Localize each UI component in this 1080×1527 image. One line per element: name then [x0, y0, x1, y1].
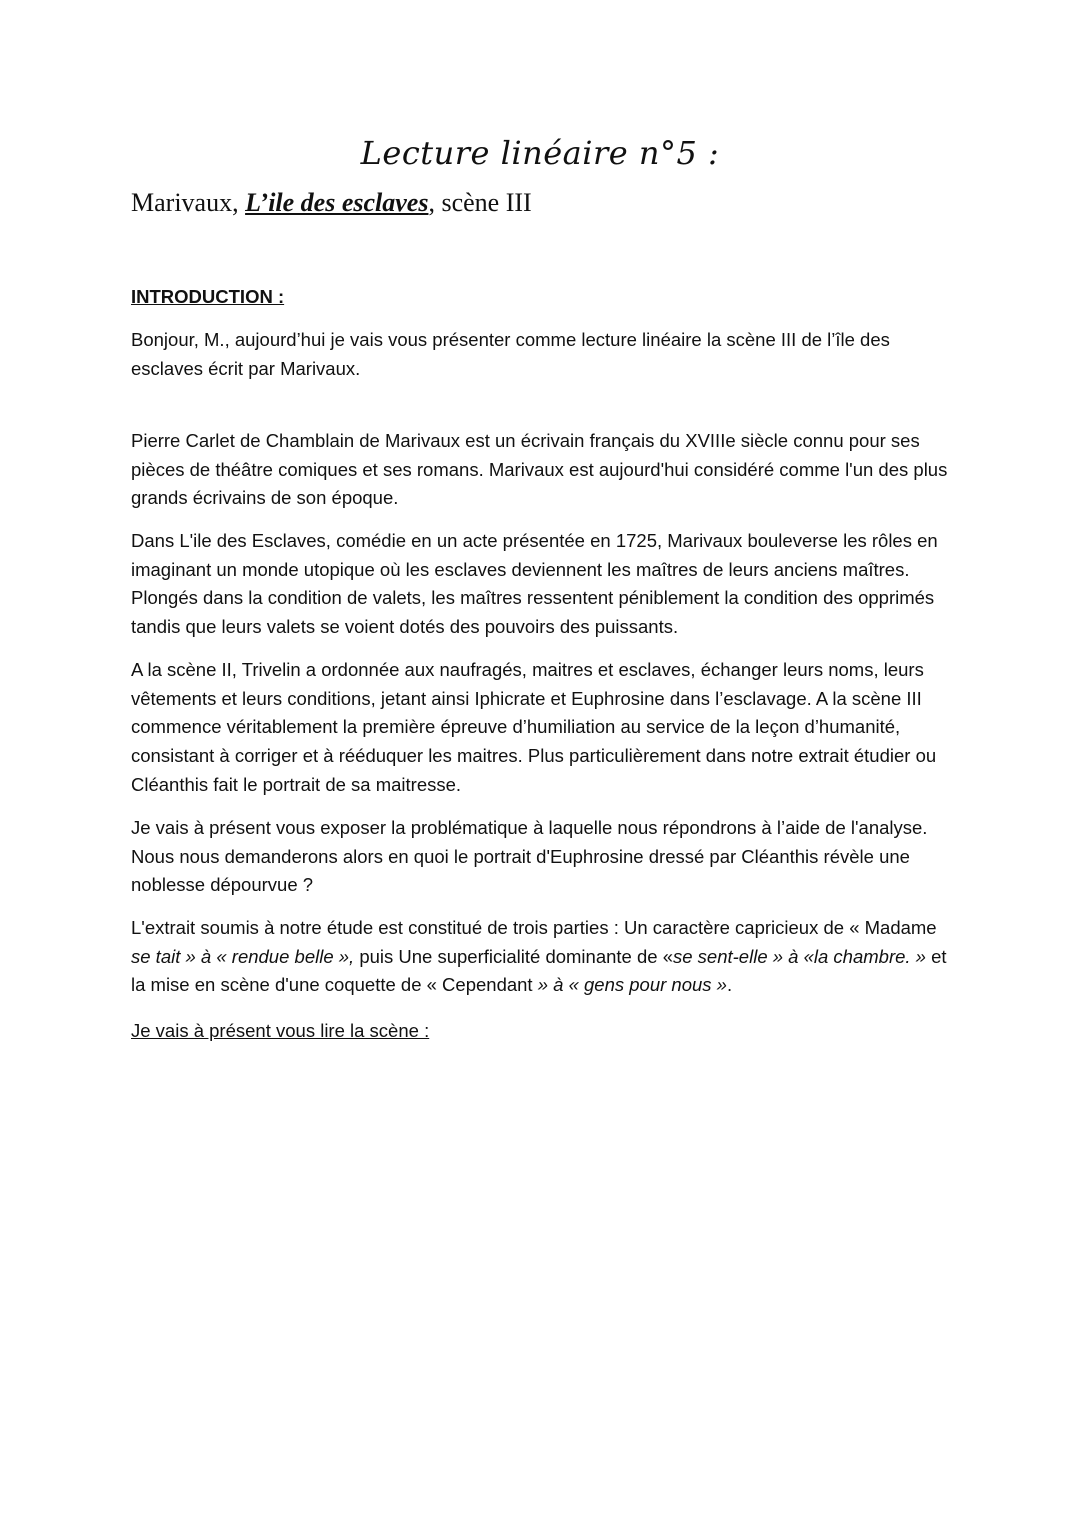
plan-text-4: .: [726, 974, 733, 996]
subtitle-work: L’ile des esclaves: [245, 188, 429, 217]
paragraph-context: Dans L'ile des Esclaves, comédie en un acte présentée en 1725, Marivaux bouleverse les rôles en imaginant un monde utopique où les esclaves deviennent les maîtres de leurs anciens maîtres. Plongés dans la condition de valets, les maîtres ressentent péniblement la condition des opprimés tandis que leurs valets se voient dotés des pouvoirs des puissants.: [131, 530, 938, 638]
plan-quote-3: » à « gens pour nous »: [537, 974, 727, 996]
plan-text-3: et la mise en scène d'une coquette de « Cependant: [131, 945, 947, 996]
closing-line: Je vais à présent vous lire la scène :: [131, 1020, 430, 1041]
paragraph-plan: [131, 914, 951, 1000]
document-title: Lecture linéaire n°5 :: [360, 134, 720, 172]
paragraph-intro: Bonjour, M., aujourd’hui je vais vous présenter comme lecture linéaire la scène III de l’île des esclaves écrit par Marivaux.: [131, 329, 890, 379]
document-subtitle: [131, 188, 532, 218]
intro-heading: INTRODUCTION :: [131, 286, 285, 307]
plan-quote-2: se sent-elle » à «la chambre. »: [673, 945, 926, 967]
subtitle-author: Marivaux,: [131, 188, 246, 217]
plan-text-1: L'extrait soumis à notre étude est constitué de trois parties : Un caractère capricieux de « Madame: [131, 917, 937, 938]
paragraph-author: Pierre Carlet de Chamblain de Marivaux est un écrivain français du XVIIIe siècle connu pour ses pièces de théâtre comiques et ses romans. Marivaux est aujourd'hui considéré comme l'un des plus grands écrivains de son époque.: [131, 430, 948, 509]
plan-text-2: puis Une superficialité dominante de «: [354, 945, 673, 967]
paragraph-scene: A la scène II, Trivelin a ordonnée aux naufragés, maitres et esclaves, échanger leurs noms, leurs vêtements et leurs conditions, jetant ainsi Iphicrate et Euphrosine dans l’esclavage. A la scène III commence véritablement la première épreuve d’humiliation au service de la leçon d’humanité, consistant à corriger et à rééduquer les maitres. Plus particulièrement dans notre extrait étudier ou Cléanthis fait le portrait de sa maitresse.: [131, 659, 937, 795]
plan-quote-1: se tait » à « rendue belle »,: [131, 945, 355, 967]
paragraph-problematique: Je vais à présent vous exposer la problématique à laquelle nous répondrons à l’aide de l'analyse. Nous nous demanderons alors en quoi le portrait d'Euphrosine dressé par Cléanthis révèle une noblesse dépourvue ?: [131, 817, 928, 896]
subtitle-rest: , scène III: [428, 188, 532, 217]
